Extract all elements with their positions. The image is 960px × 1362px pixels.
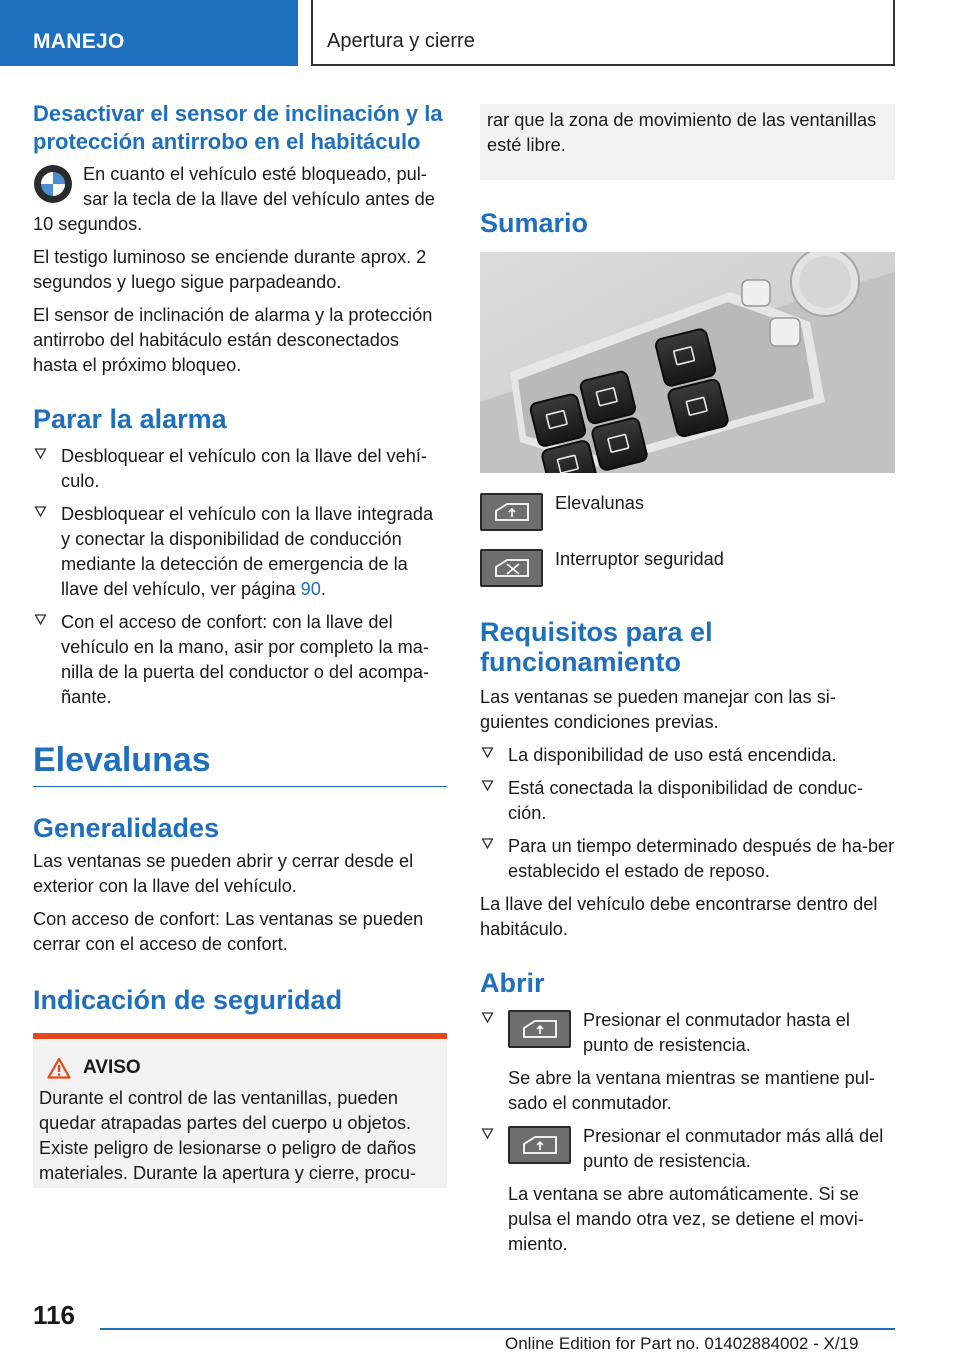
safety-switch-symbol [480, 549, 543, 587]
window-lifter-icon [521, 1134, 559, 1156]
general-paragraph-2: Con acceso de confort: Las ventanas se pueden cerrar con el acceso de confort. [33, 909, 424, 954]
safety-switch-icon [493, 557, 531, 579]
triangle-bullet-icon [481, 746, 494, 759]
window-lifter-icon [493, 501, 531, 523]
triangle-bullet-icon [481, 779, 494, 792]
open-heading: Abrir [480, 968, 545, 998]
open-step-1-note: Se abre la ventana mientras se mantiene pul-sado el conmutador. [508, 1068, 875, 1113]
page-reference-link[interactable]: 90 [300, 579, 321, 599]
requirements-heading: Requisitos para el funcionamiento [480, 617, 713, 677]
list-item [480, 743, 895, 768]
list-item [480, 834, 895, 884]
open-step-1 [508, 1008, 895, 1058]
legend-safety-switch-label: Interruptor seguridad [555, 549, 724, 569]
list-item [480, 1008, 895, 1116]
window-lifter-icon [521, 1018, 559, 1040]
requirements-list [480, 743, 895, 884]
tilt-paragraph-3: El sensor de inclinación de alarma y la protección antirrobo del habitáculo están desconectados hasta el próximo bloqueo. [33, 305, 433, 375]
general-paragraph-1: Las ventanas se pueden abrir y cerrar desde el exterior con la llave del vehículo. [33, 851, 414, 896]
general-heading: Generalidades [33, 813, 220, 843]
chapter-title-box: Apertura y cierre [311, 0, 895, 66]
open-step-2 [508, 1124, 895, 1174]
safety-heading: Indicación de seguridad [33, 985, 343, 1015]
triangle-bullet-icon [481, 837, 494, 850]
footer-divider [100, 1328, 895, 1330]
page-header [0, 0, 960, 66]
triangle-bullet-icon [481, 1011, 494, 1024]
window-switch-symbol [508, 1010, 571, 1048]
open-step-1-text: Presionar el conmutador hasta el punto de resistencia. [583, 1010, 850, 1055]
chapter-heading: Elevalunas [33, 740, 447, 787]
requirements-paragraph-1: Las ventanas se pueden manejar con las si-guientes condiciones previas. [480, 687, 836, 732]
list-item-text: Con el acceso de confort: con la llave del vehículo en la mano, asir por completo la ma-nilla de la puerta del conductor o del acompa-ñante. [61, 612, 430, 707]
window-switch-symbol [480, 493, 543, 531]
list-item [33, 610, 447, 710]
legend-window-lifter [480, 491, 895, 531]
triangle-bullet-icon [481, 1127, 494, 1140]
page-number: 116 [33, 1300, 75, 1330]
legend-safety-switch [480, 547, 895, 587]
bmw-logo-icon [33, 164, 73, 204]
warning-triangle-icon [47, 1057, 71, 1079]
open-step-2-note: La ventana se abre automáticamente. Si se pulsa el mando otra vez, se detiene el movi-miento. [508, 1184, 864, 1254]
tilt-sensor-heading: Desactivar el sensor de inclinación y la protección antirrobo en el habitáculo [33, 101, 443, 154]
warning-label: AVISO [83, 1057, 141, 1078]
legend-window-lifter-label: Elevalunas [555, 493, 644, 513]
list-item-text: Está conectada la disponibilidad de conduc-ción. [508, 778, 863, 823]
warning-box [33, 1033, 447, 1188]
requirements-paragraph-2: La llave del vehículo debe encontrarse dentro del habitáculo. [480, 894, 878, 939]
section-tab: MANEJO [0, 0, 298, 66]
list-item [33, 444, 447, 494]
open-step-2-text: Presionar el conmutador más allá del punto de resistencia. [583, 1126, 884, 1171]
stop-alarm-heading: Parar la alarma [33, 404, 227, 434]
list-item-text: La disponibilidad de uso está encendida. [508, 745, 837, 765]
warning-box-continued [480, 104, 895, 180]
list-item [480, 776, 895, 826]
left-column [33, 100, 447, 1188]
footer-edition: Online Edition for Part no. 01402884002 - X/19 [505, 1334, 859, 1353]
tilt-paragraph-2: El testigo luminoso se enciende durante aprox. 2 segundos y luego sigue parpadeando. [33, 247, 427, 292]
triangle-bullet-icon [34, 505, 47, 518]
triangle-bullet-icon [34, 447, 47, 460]
stop-alarm-list [33, 444, 447, 710]
triangle-bullet-icon [34, 613, 47, 626]
list-item-text: Desbloquear el vehículo con la llave integrada y conectar la disponibilidad de conducción mediante la detección de emergencia de la llave del vehículo, ver página [61, 504, 434, 599]
tilt-paragraph-1: En cuanto el vehículo esté bloqueado, pul-sar la tecla de la llave del vehículo antes de 10 segundos. [33, 164, 435, 234]
list-item [480, 1124, 895, 1257]
open-steps-list [480, 1008, 895, 1257]
window-switch-photo [480, 252, 895, 473]
list-item-text: Desbloquear el vehículo con la llave del vehí-culo. [61, 446, 427, 491]
window-switch-symbol [508, 1126, 571, 1164]
list-item-text: Para un tiempo determinado después de ha-ber establecido el estado de reposo. [508, 836, 895, 881]
summary-heading: Sumario [480, 208, 589, 238]
list-item: Desbloquear el vehículo con la llave integrada y conectar la disponibilidad de conducción mediante la detección de emergencia de la llave del vehículo, ver página 90. [33, 502, 447, 602]
right-column [480, 104, 895, 1265]
tilt-intro [33, 162, 447, 237]
warning-header [39, 1055, 441, 1080]
warning-text: Durante el control de las ventanillas, pueden quedar atrapadas partes del cuerpo u objetos. Existe peligro de lesionarse o peligro de daños materiales. Durante la apertura y cierre, procu- [39, 1088, 417, 1183]
warning-text-continued: rar que la zona de movimiento de las ventanillas esté libre. [487, 110, 877, 155]
